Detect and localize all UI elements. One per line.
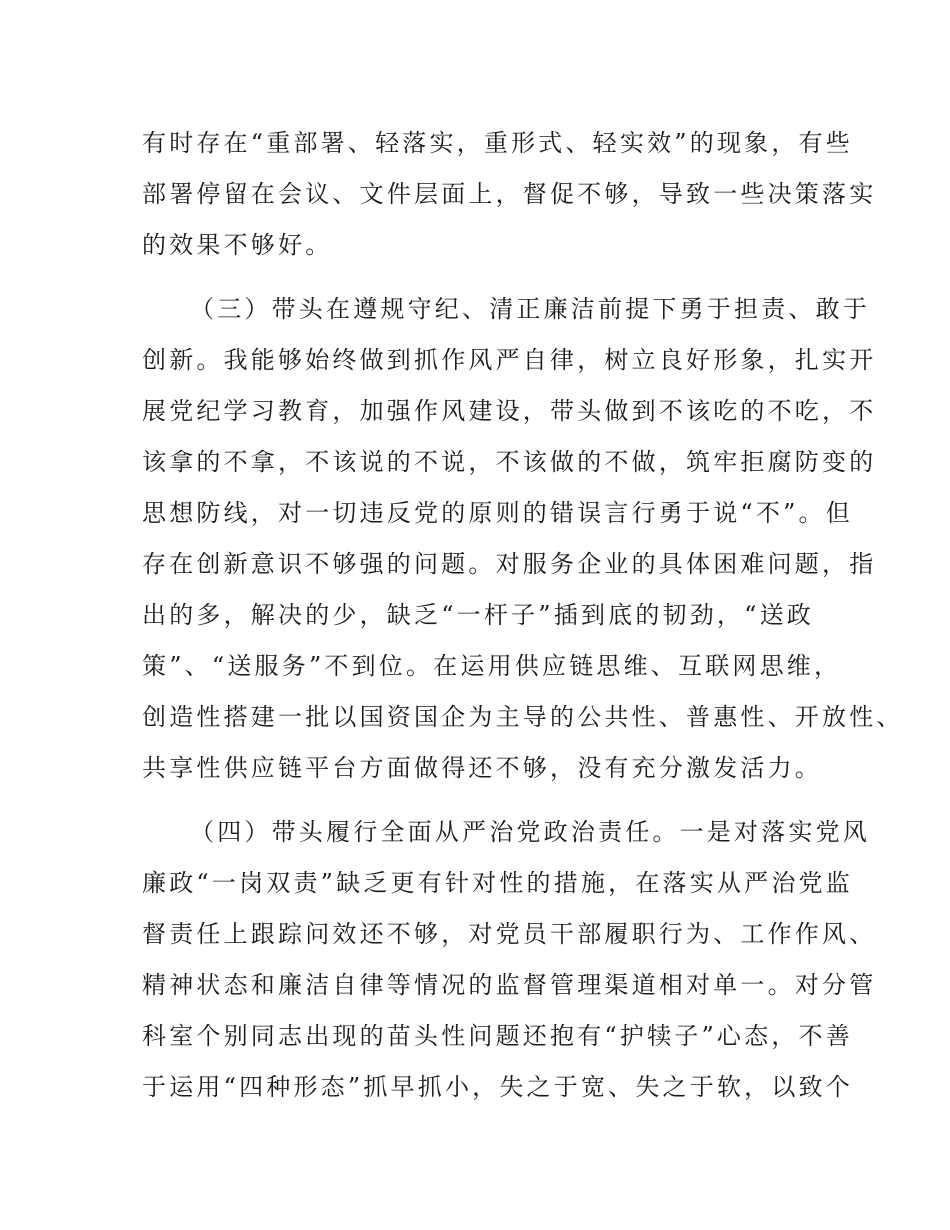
paragraph-2-line-6: 存在创新意识不够强的问题。对服务企业的具体困难问题，指 bbox=[142, 550, 877, 578]
paragraph-2-line-5: 思想防线，对一切违反党的原则的错误言行勇于说“不”。但 bbox=[142, 499, 853, 527]
paragraph-2-line-2: 创新。我能够始终做到抓作风严自律，树立良好形象，扎实开 bbox=[142, 346, 877, 374]
paragraph-1-line-3: 的效果不够好。 bbox=[142, 231, 333, 259]
paragraph-3-line-3: 督责任上跟踪问效还不够，对党员干部履职行为、工作作风、 bbox=[142, 920, 877, 948]
paragraph-2-line-9: 创造性搭建一批以国资国企为主导的公共性、普惠性、开放性、 bbox=[142, 703, 904, 731]
paragraph-3-line-5: 科室个别同志出现的苗头性问题还抱有“护犊子”心态，不善 bbox=[142, 1022, 853, 1050]
paragraph-2-line-4: 该拿的不拿，不该说的不说，不该做的不做，筑牢拒腐防变的 bbox=[142, 448, 877, 476]
paragraph-1-line-2: 部署停留在会议、文件层面上，督促不够，导致一些决策落实 bbox=[142, 180, 877, 208]
paragraph-2-line-3: 展党纪学习教育，加强作风建设，带头做到不该吃的不吃，不 bbox=[142, 397, 877, 425]
paragraph-2-line-8: 策”、“送服务”不到位。在运用供应链思维、互联网思维， bbox=[142, 652, 842, 680]
paragraph-2-line-7: 出的多，解决的少，缺乏“一杆子”插到底的韧劲，“送政 bbox=[142, 601, 815, 629]
paragraph-3-line-6: 于运用“四种形态”抓早抓小，失之于宽、失之于软，以致个 bbox=[142, 1073, 853, 1101]
paragraph-3-line-4: 精神状态和廉洁自律等情况的监督管理渠道相对单一。对分管 bbox=[142, 971, 877, 999]
paragraph-2-line-1: （三）带头在遵规守纪、清正廉洁前提下勇于担责、敢于 bbox=[190, 295, 870, 323]
paragraph-3-line-1: （四）带头履行全面从严治党政治责任。一是对落实党风 bbox=[190, 818, 870, 846]
paragraph-2-line-10: 共享性供应链平台方面做得还不够，没有充分激发活力。 bbox=[142, 754, 822, 782]
paragraph-3-line-2: 廉政“一岗双责”缺乏更有针对性的措施，在落实从严治党监 bbox=[142, 869, 853, 897]
paragraph-1-line-1: 有时存在“重部署、轻落实，重形式、轻实效”的现象，有些 bbox=[142, 129, 853, 157]
